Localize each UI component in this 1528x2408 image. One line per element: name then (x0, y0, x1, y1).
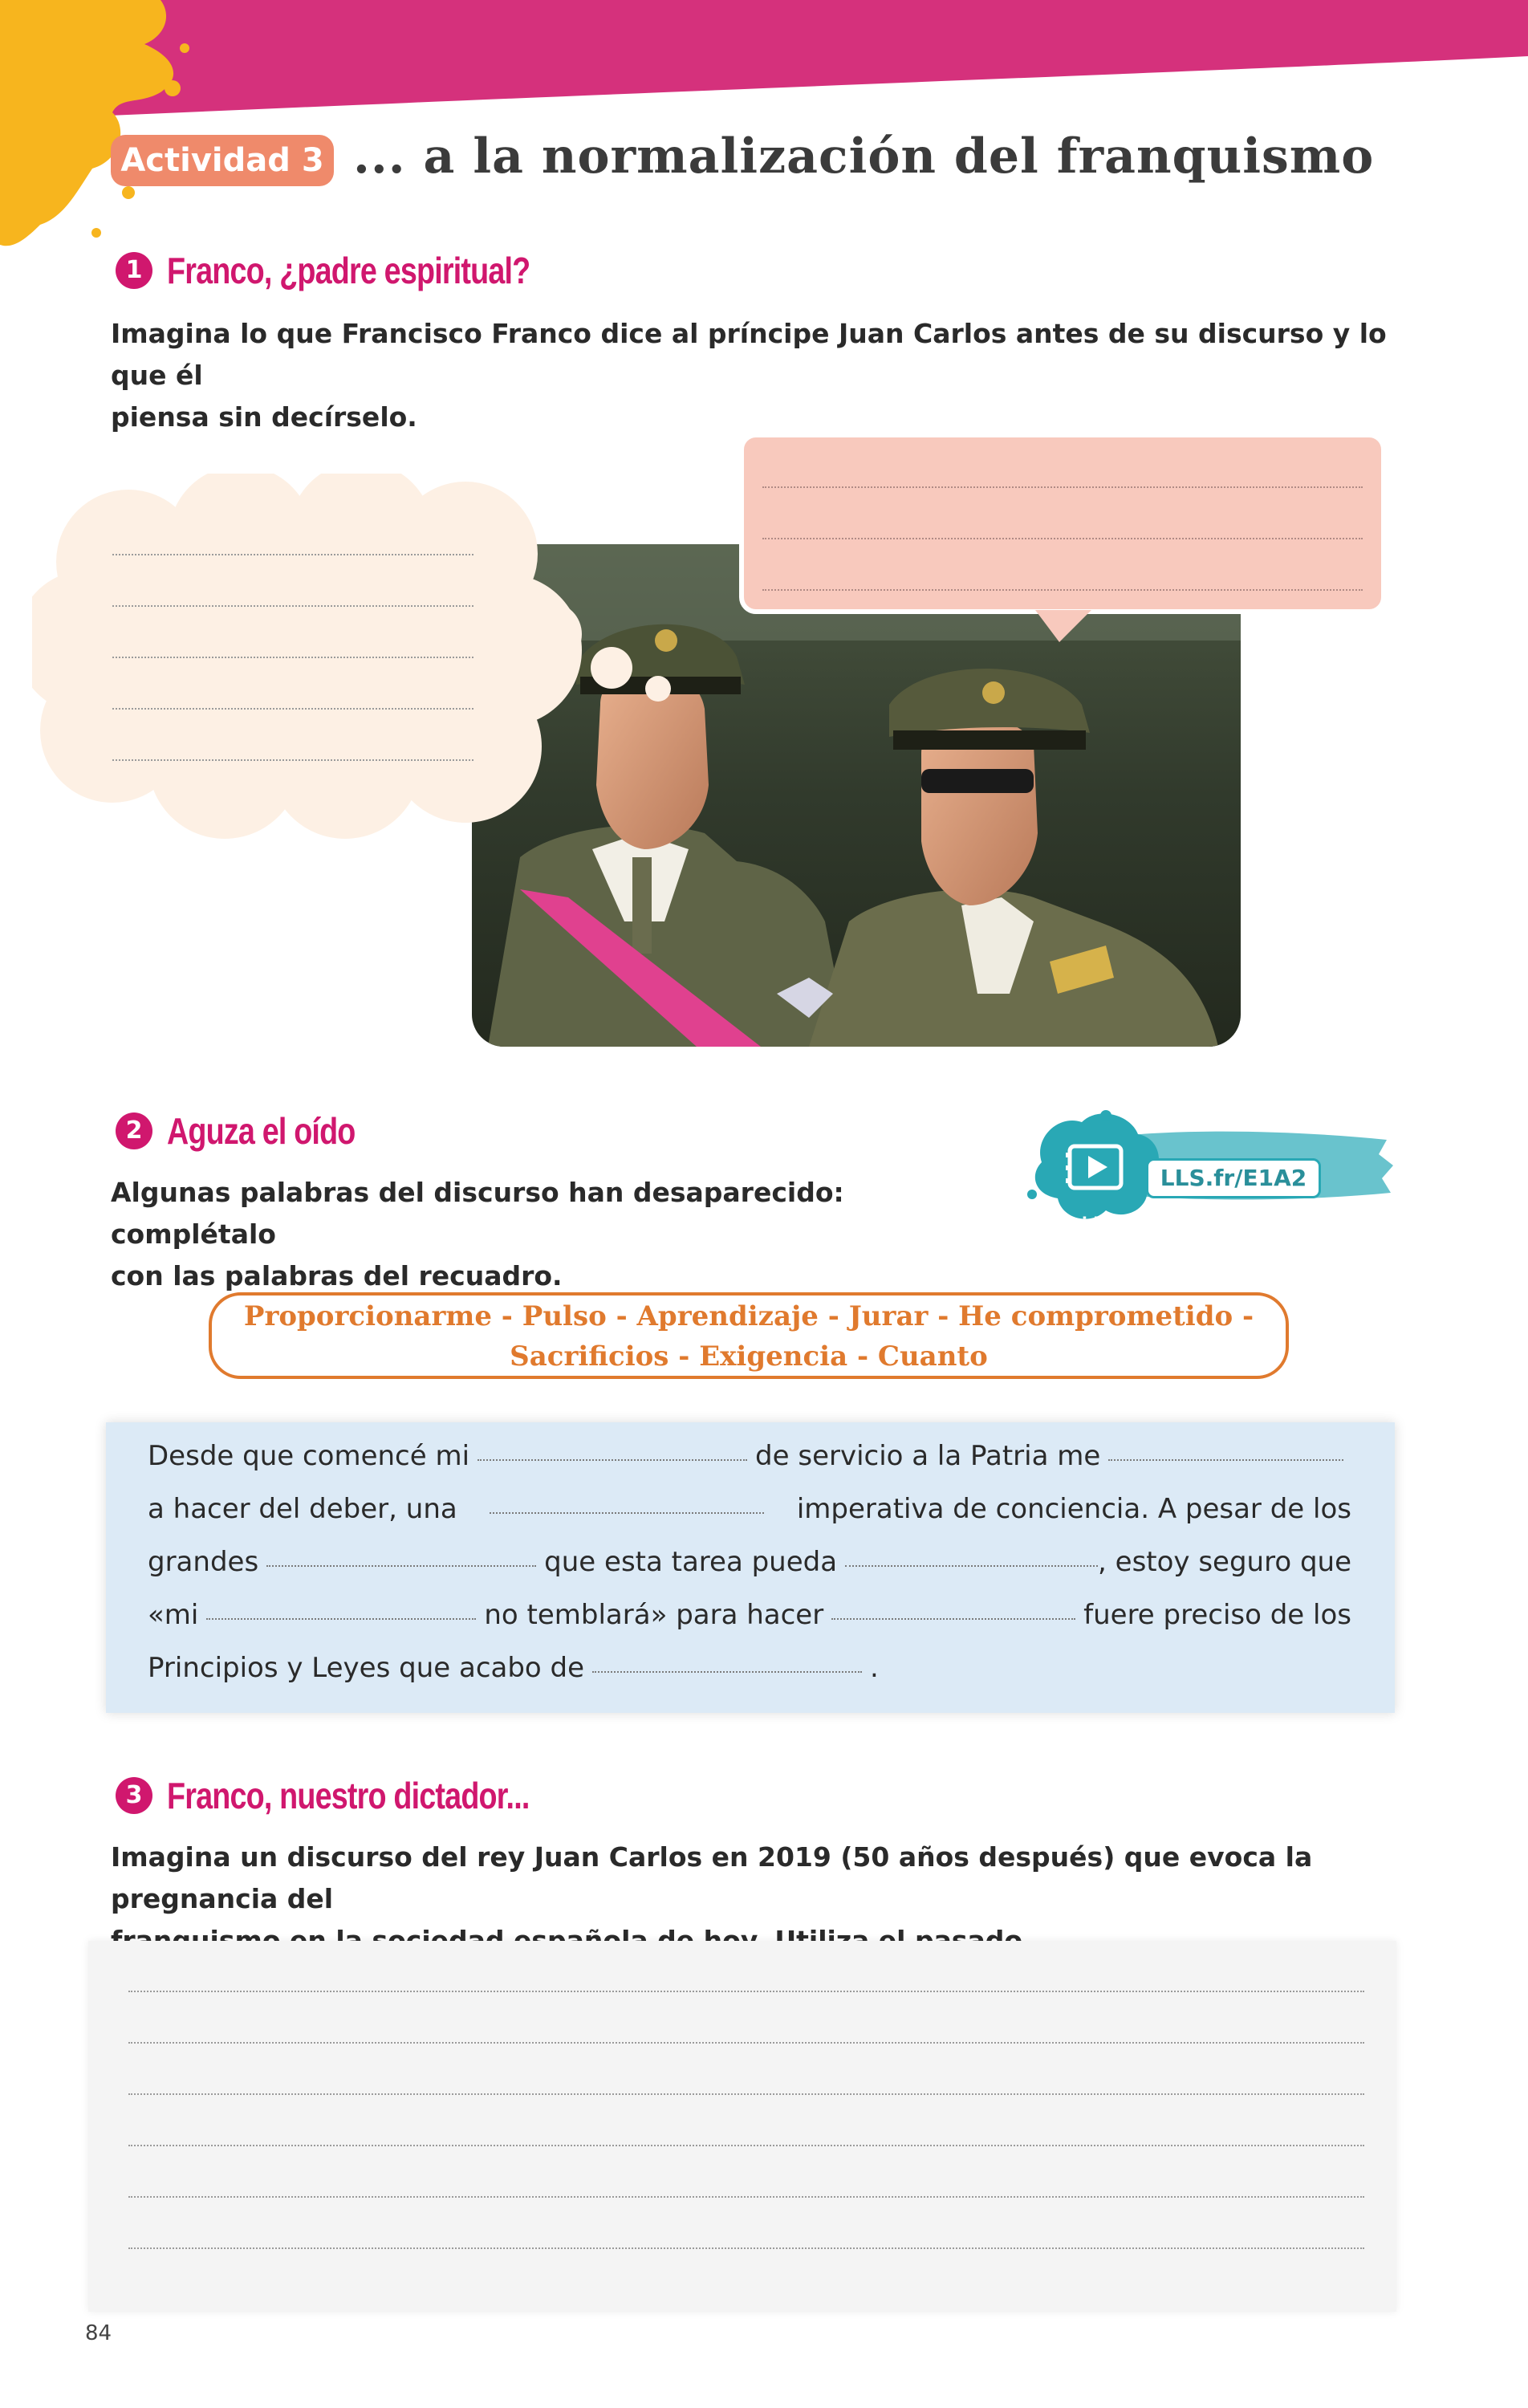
text-segment: «mi (148, 1599, 199, 1631)
text-segment: de servicio a la Patria me (755, 1440, 1101, 1472)
video-label: vidéo (1071, 1214, 1121, 1233)
cloud-writing-line[interactable] (112, 708, 473, 710)
paint-splash-decoration (0, 0, 201, 257)
section-3-header (116, 1774, 609, 1817)
speech-writing-line[interactable] (762, 486, 1363, 488)
text-line-2 (148, 1475, 1351, 1525)
writing-line[interactable] (128, 2247, 1364, 2249)
blank-field[interactable] (490, 1512, 764, 1514)
writing-line[interactable] (128, 2093, 1364, 2095)
text-line-3 (148, 1528, 1351, 1578)
blank-field[interactable] (266, 1565, 536, 1567)
word-bank-line-1: Proporcionarme - Pulso - Aprendizaje - Jurar - He comprometido - (243, 1300, 1254, 1332)
text-segment: que esta tarea pueda (544, 1546, 838, 1578)
speech-writing-line[interactable] (762, 589, 1363, 591)
word-bank-box (209, 1292, 1289, 1379)
section-1-number: 1 (116, 252, 152, 289)
text-segment: no temblará» para hacer (484, 1599, 824, 1631)
header-band (0, 0, 1528, 120)
page-title: ... a la normalización del franquismo (353, 128, 1375, 185)
section-2-instructions-line-2: con las palabras del recuadro. (111, 1260, 563, 1291)
section-3-number: 3 (116, 1777, 152, 1814)
text-segment: imperativa de conciencia. A pesar de los (796, 1493, 1351, 1525)
speech-bubble (738, 432, 1387, 673)
text-segment: Principios y Leyes que acabo de (148, 1652, 585, 1684)
section-1-instructions-line-1: Imagina lo que Francisco Franco dice al príncipe Juan Carlos antes de su discurso y lo que él (111, 318, 1387, 391)
activity-label: Actividad 3 (111, 135, 334, 186)
blank-field[interactable] (592, 1671, 862, 1673)
cloud-writing-line[interactable] (112, 554, 473, 555)
fill-in-text-box (106, 1422, 1395, 1713)
writing-line[interactable] (128, 1991, 1364, 1992)
text-segment: grandes (148, 1546, 259, 1578)
blank-field[interactable] (831, 1618, 1075, 1620)
page-number: 84 (85, 2321, 112, 2345)
writing-line[interactable] (128, 2042, 1364, 2044)
section-1-header (116, 249, 610, 292)
cloud-writing-line[interactable] (112, 759, 473, 761)
text-line-4 (148, 1581, 1351, 1631)
speech-writing-line[interactable] (762, 538, 1363, 539)
writing-area (88, 1941, 1396, 2312)
blank-field[interactable] (1108, 1459, 1343, 1461)
thought-cloud (32, 474, 690, 843)
text-line-1 (148, 1422, 1351, 1472)
writing-line[interactable] (128, 2196, 1364, 2198)
text-segment: . (870, 1652, 879, 1684)
section-2-header (116, 1109, 396, 1153)
section-1-instructions (111, 313, 1427, 438)
video-link[interactable]: LLS.fr/E1A2 (1146, 1158, 1321, 1198)
text-segment: , estoy seguro que (1098, 1546, 1351, 1578)
text-line-5 (148, 1634, 1351, 1684)
section-2-instructions (111, 1172, 1010, 1297)
word-bank-line-2: Sacrificios - Exigencia - Cuanto (510, 1340, 988, 1373)
text-segment: fuere preciso de los (1083, 1599, 1351, 1631)
section-3-instructions-line-1: Imagina un discurso del rey Juan Carlos en 2019 (50 años después) que evoca la pregnancia del (111, 1841, 1313, 1914)
section-2-title: Aguza el oído (167, 1110, 356, 1152)
section-3-title: Franco, nuestro dictador... (167, 1775, 530, 1816)
section-1-title: Franco, ¿padre espiritual? (167, 250, 530, 291)
section-2-number: 2 (116, 1112, 152, 1149)
blank-field[interactable] (206, 1618, 476, 1620)
section-1-instructions-line-2: piensa sin decírselo. (111, 401, 417, 433)
section-2-instructions-line-1: Algunas palabras del discurso han desaparecido: complétalo (111, 1177, 844, 1250)
text-segment: Desde que comencé mi (148, 1440, 470, 1472)
text-segment: a hacer del deber, una (148, 1493, 457, 1525)
cloud-writing-line[interactable] (112, 605, 473, 607)
writing-line[interactable] (128, 2145, 1364, 2146)
blank-field[interactable] (845, 1565, 1098, 1567)
blank-field[interactable] (478, 1459, 747, 1461)
cloud-writing-line[interactable] (112, 657, 473, 658)
